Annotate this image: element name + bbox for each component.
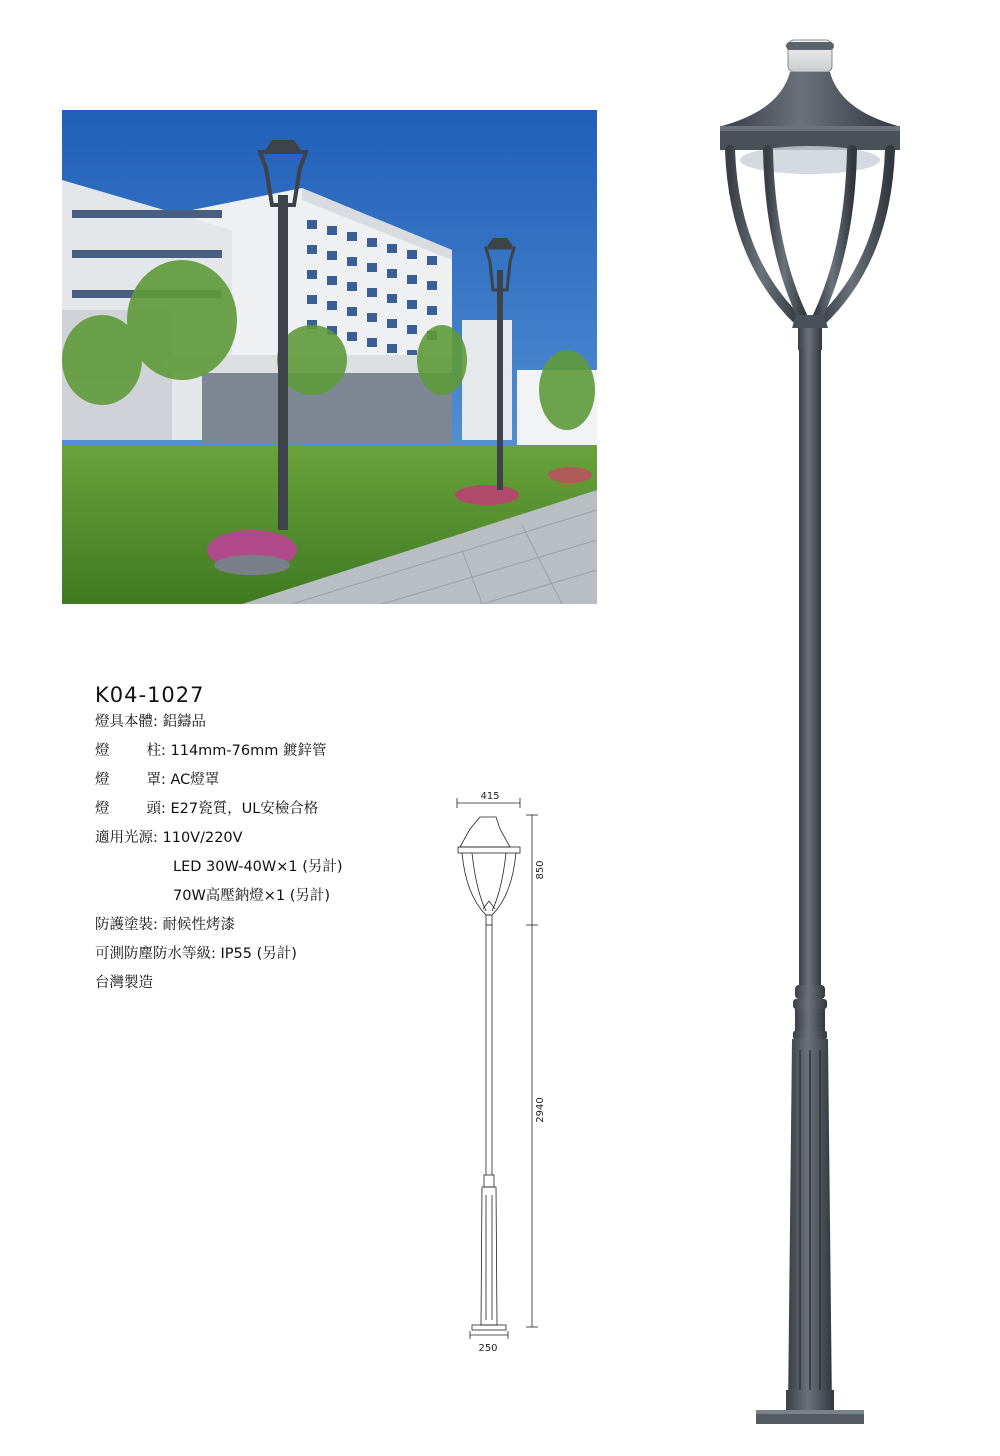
spec-label	[95, 739, 161, 760]
model-number: K04-1027	[95, 683, 205, 707]
spec-separator: :	[161, 743, 166, 759]
spec-separator: :	[153, 714, 158, 730]
spec-led-option: LED 30W-40W×1 (另計)	[173, 859, 343, 875]
spec-separator: :	[161, 772, 166, 788]
spec-ip-rating	[95, 942, 297, 964]
dim-pole-height: 2940	[535, 1097, 546, 1123]
dim-head-height: 850	[535, 860, 546, 880]
spec-value: 110V/220V	[157, 830, 243, 846]
spec-value: IP55 (另計)	[215, 946, 297, 962]
spec-pole	[95, 739, 326, 761]
spec-light-source	[95, 826, 243, 848]
spec-label	[95, 768, 161, 789]
spec-label-char: 頭	[146, 801, 161, 817]
spec-label-char: 燈	[95, 801, 110, 817]
spec-separator: :	[211, 946, 216, 962]
spec-body	[95, 710, 206, 732]
spec-separator: :	[153, 830, 158, 846]
spec-separator: :	[161, 801, 166, 817]
installation-photo	[62, 110, 597, 604]
spec-hps-option: 70W高壓鈉燈×1 (另計)	[173, 888, 331, 904]
dim-head-width: 415	[480, 791, 500, 802]
dimension-drawing	[440, 785, 560, 1355]
spec-value: 114mm-76mm 鍍鋅管	[165, 743, 327, 759]
spec-label-char: 燈	[95, 743, 110, 759]
spec-value: E27瓷質，UL安檢合格	[165, 801, 319, 817]
dim-base-width: 250	[478, 1343, 498, 1354]
spec-shade	[95, 768, 219, 790]
spec-label: 燈具本體	[95, 714, 153, 730]
spec-value: AC燈罩	[165, 772, 220, 788]
lamp-post-render	[700, 30, 920, 1440]
spec-label	[95, 797, 161, 818]
spec-value: 鋁鑄品	[157, 714, 206, 730]
spec-origin: 台灣製造	[95, 975, 153, 991]
spec-label-char: 罩	[146, 772, 161, 788]
spec-label-char: 燈	[95, 772, 110, 788]
spec-head	[95, 797, 318, 819]
spec-separator: :	[153, 917, 158, 933]
spec-label: 適用光源	[95, 830, 153, 846]
spec-coating	[95, 913, 235, 935]
spec-value: 耐候性烤漆	[157, 917, 235, 933]
spec-label: 防護塗裝	[95, 917, 153, 933]
spec-label-char: 柱	[146, 743, 161, 759]
spec-label: 可測防塵防水等級	[95, 946, 211, 962]
